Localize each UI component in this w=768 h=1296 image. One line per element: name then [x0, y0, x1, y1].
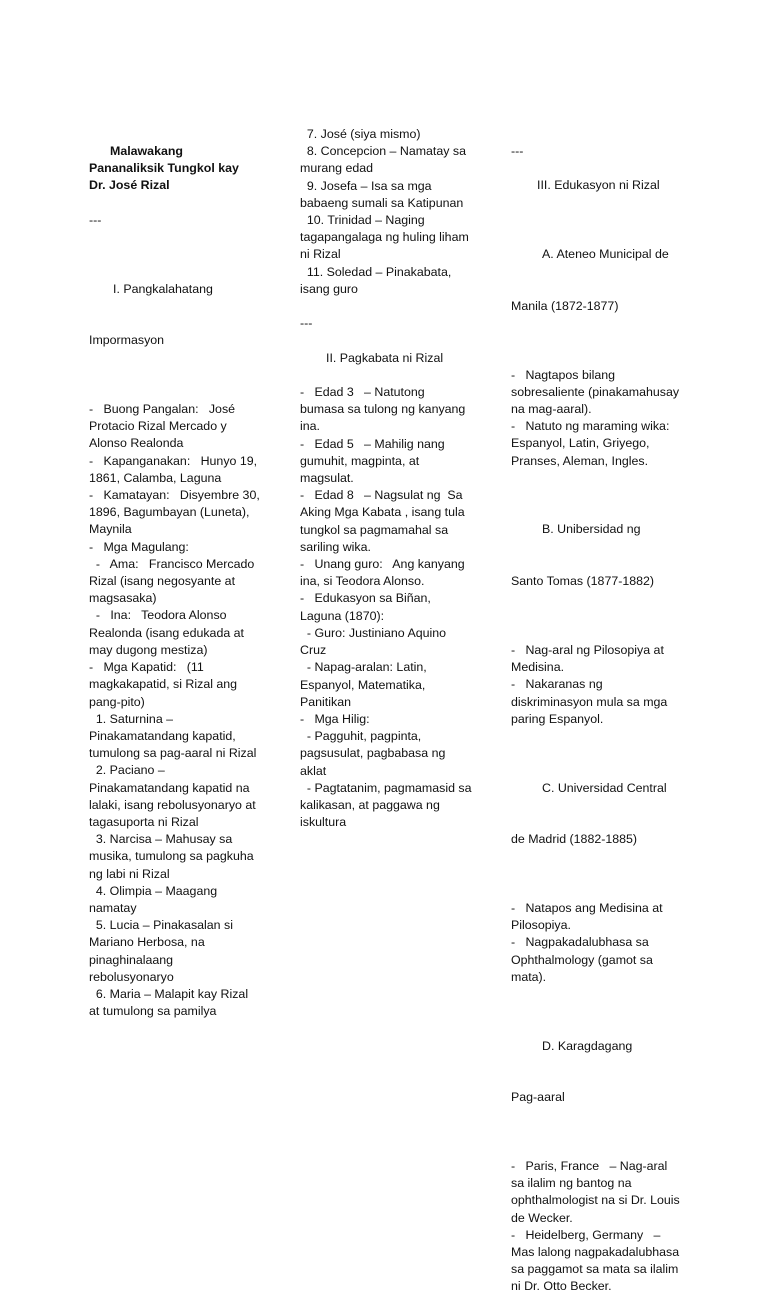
blank-line	[511, 195, 683, 212]
birth-entry: - Kapanganakan: Hunyo 19, 1861, Calamba, Laguna	[89, 453, 261, 485]
blank-line	[511, 470, 683, 487]
column-2	[300, 126, 475, 831]
subheading-c	[511, 745, 683, 883]
subheading-c-line-2: de Madrid (1882-1885)	[511, 832, 638, 847]
hobby-item: - Pagtatanim, pagmamasid sa kalikasan, at paggawa ng iskultura	[300, 780, 475, 830]
mother-entry: - Ina: Teodora Alonso Realonda (isang edukada at may dugong mestiza)	[89, 608, 248, 657]
subjects-entry: - Napag-aralan: Latin, Espanyol, Matematika, Panitikan	[300, 660, 431, 709]
blank-line	[300, 367, 472, 384]
father-entry: - Ama: Francisco Mercado Rizal (isang negosyante at magsasaka)	[89, 556, 258, 606]
death-entry: - Kamatayan: Disyembre 30, 1896, Bagumbayan (Luneta), Maynila	[89, 488, 264, 537]
blank-line	[300, 298, 472, 315]
sibling-item: 8. Concepcion – Namatay sa murang edad	[300, 144, 470, 176]
subheading-b-line-2: Santo Tomas (1877-1882)	[511, 574, 655, 589]
subheading-b-line-1: B. Unibersidad ng	[542, 522, 641, 537]
sibling-item: 7. José (siya mismo)	[300, 127, 421, 141]
ust-item: - Nakaranas ng diskriminasyon mula sa mga paring Espanyol.	[511, 677, 671, 726]
blank-line	[89, 229, 261, 246]
further-study-item: - Paris, France – Nag-aral sa ilalim ng bantog na ophthalmologist na si Dr. Louis de Wecker.	[511, 1158, 684, 1225]
heading-1-line-1: I. Pangkalahatang	[113, 281, 213, 296]
subheading-a	[511, 212, 683, 350]
sibling-item: 3. Narcisa – Mahusay sa musika, tumulong sa pagkuha ng labi ni Rizal	[89, 832, 258, 881]
age-3-entry: - Edad 3 – Natutong bumasa sa tulong ng kanyang ina.	[300, 385, 469, 434]
blank-line	[89, 384, 261, 401]
blank-line	[511, 986, 683, 1003]
sibling-item: 9. Josefa – Isa sa mga babaeng sumali sa Katipunan	[300, 178, 464, 210]
sibling-item: 2. Paciano – Pinakamatandang kapatid na lalaki, isang rebolusyonaryo at tagasuporta ni Rizal	[89, 763, 260, 829]
blank-line	[89, 195, 261, 212]
age-5-entry: - Edad 5 – Mahilig nang gumuhit, magpinta, at magsulat.	[300, 436, 449, 486]
subheading-a-line-2: Manila (1872-1877)	[511, 298, 619, 313]
document-title	[89, 143, 261, 195]
hobby-item: - Pagguhit, pagpinta, pagsusulat, pagbabasa ng aklat	[300, 729, 449, 778]
section-heading-3: III. Edukasyon ni Rizal	[537, 178, 660, 193]
separator: ---	[300, 316, 313, 331]
subheading-a-line-1: A. Ateneo Municipal de	[542, 247, 669, 262]
madrid-item: - Nagpakadalubhasa sa Ophthalmology (gamot sa mata).	[511, 935, 657, 984]
age-8-entry: - Edad 8 – Nagsulat ng Sa Aking Mga Kabata , isang tula tungkol sa pagmamahal sa sariling wika.	[300, 488, 469, 554]
column-3	[511, 143, 683, 1296]
madrid-item: - Natapos ang Medisina at Pilosopiya.	[511, 900, 666, 933]
sibling-item: 5. Lucia – Pinakasalan si Mariano Herbosa, na pinaghinalaang rebolusyonaryo	[89, 918, 237, 984]
blank-line	[511, 883, 683, 900]
separator: ---	[511, 144, 524, 158]
blank-line	[511, 349, 683, 366]
blank-line	[511, 1141, 683, 1158]
first-teacher-entry: - Unang guro: Ang kanyang ina, si Teodora Alonso.	[300, 557, 469, 589]
column-1	[89, 143, 264, 1020]
subheading-b	[511, 487, 683, 625]
teacher-entry: - Guro: Justiniano Aquino Cruz	[300, 625, 450, 658]
subheading-d-line-2: Pag-aaral	[511, 1090, 565, 1105]
subheading-c-line-1: C. Universidad Central	[542, 780, 667, 795]
title-line-3: Dr. José Rizal	[89, 178, 170, 193]
separator: ---	[89, 212, 102, 227]
ateneo-item: - Natuto ng maraming wika: Espanyol, Latin, Griyego, Pranses, Aleman, Ingles.	[511, 419, 673, 468]
parents-entry: - Mga Magulang:	[89, 539, 189, 554]
siblings-entry: - Mga Kapatid: (11 magkakapatid, si Rizal ang pang-pito)	[89, 660, 241, 709]
section-heading-1	[89, 246, 261, 384]
sibling-item: 1. Saturnina – Pinakamatandang kapatid, tumulong sa pag-aaral ni Rizal	[89, 711, 257, 761]
ust-item: - Nag-aral ng Pilosopiya at Medisina.	[511, 642, 668, 675]
title-line-2: Pananaliksik Tungkol kay	[89, 161, 239, 176]
full-name-entry: - Buong Pangalan: José Protacio Rizal Mercado y Alonso Realonda	[89, 402, 239, 451]
sibling-item: 4. Olimpia – Maagang namatay	[89, 883, 221, 915]
sibling-item: 6. Maria – Malapit kay Rizal at tumulong sa pamilya	[89, 986, 252, 1019]
binan-entry: - Edukasyon sa Biñan, Laguna (1870):	[300, 591, 435, 623]
blank-line	[511, 160, 683, 177]
hobbies-entry: - Mga Hilig:	[300, 711, 370, 726]
sibling-item: 11. Soledad – Pinakabata, isang guro	[300, 264, 455, 296]
blank-line	[300, 332, 472, 349]
sibling-item: 10. Trinidad – Naging tagapangalaga ng huling liham ni Rizal	[300, 213, 473, 262]
section-heading-2: II. Pagkabata ni Rizal	[326, 350, 444, 365]
ateneo-item: - Nagtapos bilang sobresaliente (pinakamahusay na mag-aaral).	[511, 367, 683, 417]
blank-line	[511, 728, 683, 745]
further-study-item: - Heidelberg, Germany – Mas lalong nagpakadalubhasa sa paggamot sa mata sa ilalim ni Dr. Otto Becker.	[511, 1227, 683, 1294]
heading-1-line-2: Impormasyon	[89, 333, 165, 348]
title-line-1: Malawakang	[110, 144, 183, 158]
blank-line	[511, 625, 683, 642]
subheading-d-line-1: D. Karagdagang	[542, 1038, 633, 1053]
